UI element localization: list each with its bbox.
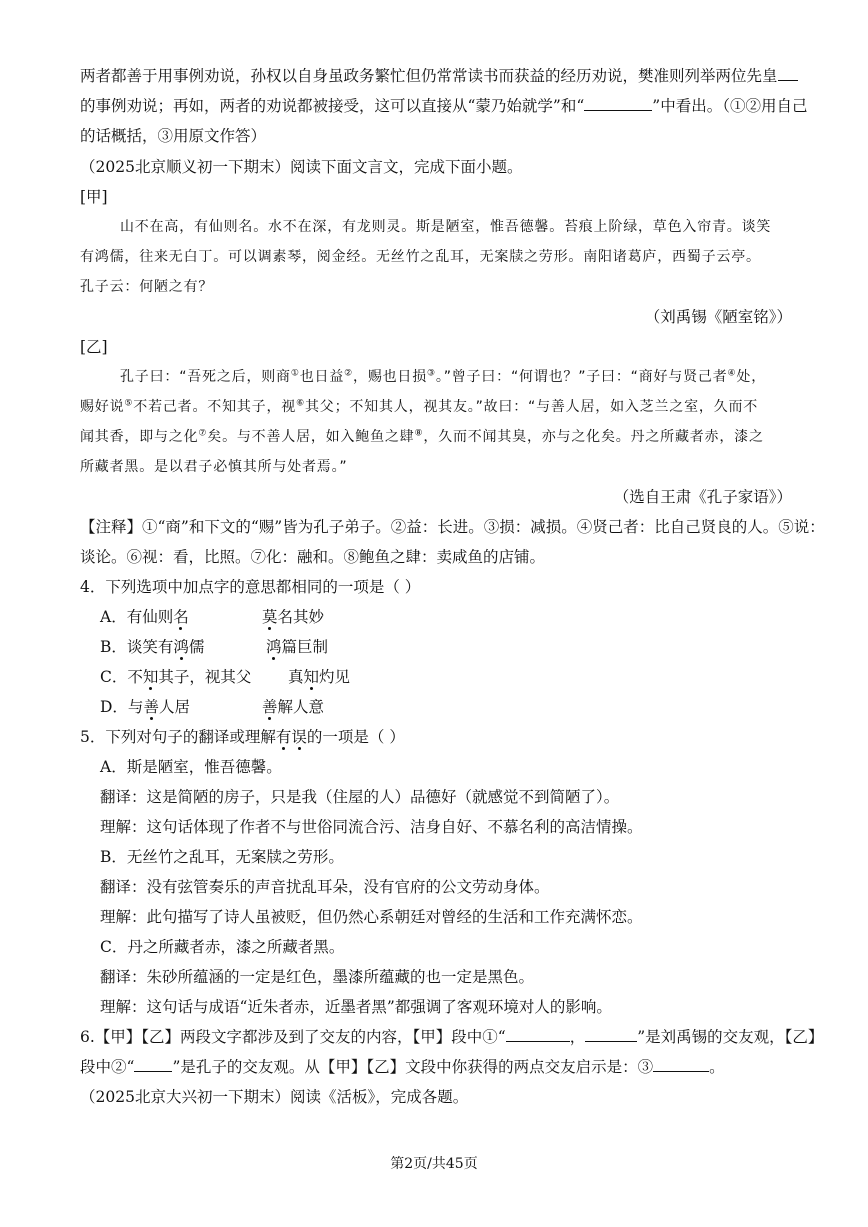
section-label: [乙]	[80, 338, 108, 356]
note-marker: ③	[427, 368, 436, 379]
source-attribution: （刘禹锡《陋室铭》）	[644, 308, 792, 326]
passage-line: 有鸿儒，往来无白丁。可以调素琴，阅金经。无丝竹之乱耳，无案牍之劳形。南阳诸葛庐，西蜀子云亭。	[80, 249, 761, 265]
question-5-title: 5．下列对句子的翻译或理解有误的一项是（ ）	[80, 728, 405, 746]
answer-blank	[585, 1027, 637, 1042]
answer-blank	[134, 1057, 172, 1072]
passage-line: 所藏者黑。是以君子必慎其所与处者焉。”	[80, 459, 348, 475]
answer-blank	[506, 1027, 570, 1042]
note-marker: ⑧	[414, 428, 424, 439]
text-line: 两者都善于用事例劝说，孙权以自身虽政务繁忙但仍常常读书而获益的经历劝说，樊准则列举两位先皇	[80, 66, 792, 86]
translation-line: 翻译：这是简陋的房子，只是我（住屋的人）品德好（就感觉不到简陋了）。	[100, 788, 620, 806]
interpretation-line: 理解：这句话与成语“近朱者赤，近墨者黑”都强调了客观环境对人的影响。	[100, 998, 612, 1016]
note-marker: ⑦	[198, 428, 208, 439]
answer-blank	[584, 96, 652, 111]
annotation-line: 谈论。⑥视：看，比照。⑦化：融和。⑧鲍鱼之肆：卖咸鱼的店铺。	[80, 548, 546, 566]
translation-line: 翻译：没有弦管奏乐的声音扰乱耳朵，没有官府的公文劳动身体。	[100, 878, 550, 896]
passage-line: 赐好说⑤不若己者。不知其子，视⑥其父；不知其人，视其友。”故曰：“与善人居，如入芝兰之室，久而不	[80, 398, 759, 415]
translation-line: 翻译：朱砂所蕴涵的一定是红色，墨漆所蕴藏的也一定是黑色。	[100, 968, 535, 986]
annotation-line: 【注释】①“商”和下文的“赐”皆为孔子弟子。②益：长进。③损：减损。④贤己者：比自己贤良的人。⑤说：	[80, 518, 825, 536]
answer-blank	[778, 66, 798, 81]
text-line: 段中②“ ”是孔子的交友观。从【甲】【乙】文段中你获得的两点交友启示是：③ 。	[80, 1058, 725, 1076]
section-label: [甲]	[80, 188, 108, 206]
note-marker: ④	[727, 368, 737, 379]
question-6-title: 6.【甲】【乙】两段文字都涉及到了交友的内容，【甲】段中①“ ， ”是刘禹锡的交友观，【乙】	[80, 1028, 824, 1046]
passage-line: 孔子曰：“吾死之后，则商①也日益②，赐也日损③。”曾子曰：“何谓也？”子曰：“商好与贤己者④处，	[120, 368, 766, 385]
passage-line: 闻其香，即与之化⑦矣。与不善人居，如入鲍鱼之肆⑧，久而不闻其臭，亦与之化矣。丹之所藏者赤，漆之	[80, 428, 764, 445]
question-4-title: 4．下列选项中加点字的意思都相同的一项是（ ）	[80, 578, 421, 596]
option-c: C．丹之所藏者赤，漆之所藏者黑。	[100, 938, 345, 956]
option-d: D．与善人居 善解人意	[100, 698, 325, 716]
note-marker: ⑥	[296, 398, 305, 409]
interpretation-line: 理解：这句话体现了作者不与世俗同流合污、洁身自好、不慕名利的高洁情操。	[100, 818, 643, 836]
text-line: （2025北京大兴初一下期末）阅读《活板》，完成各题。	[80, 1088, 469, 1106]
note-marker: ①	[290, 368, 300, 379]
option-c: C．不知其子，视其父 真知灼见	[100, 668, 351, 686]
text-line: 的话概括，③用原文作答）	[80, 127, 267, 145]
text-line: （2025北京顺义初一下期末）阅读下面文言文，完成下面小题。	[80, 158, 523, 176]
source-attribution: （选自王肃《孔子家语》）	[613, 488, 792, 506]
passage-line: 山不在高，有仙则名。水不在深，有龙则灵。斯是陋室，惟吾德馨。苔痕上阶绿，草色入帘青。谈笑	[120, 219, 772, 235]
option-b: B．谈笑有鸿儒 鸿篇巨制	[100, 638, 329, 656]
answer-blank	[653, 1057, 709, 1072]
option-b: B．无丝竹之乱耳，无案牍之劳形。	[100, 848, 344, 866]
page-number: 第2页/共45页	[390, 1156, 478, 1172]
passage-line: 孔子云：何陋之有？	[80, 279, 214, 295]
note-marker: ②	[344, 368, 354, 379]
option-a: A．斯是陋室，惟吾德馨。	[100, 758, 282, 776]
interpretation-line: 理解：此句描写了诗人虽被贬，但仍然心系朝廷对曾经的生活和工作充满怀恋。	[100, 908, 643, 926]
note-marker: ⑤	[124, 398, 134, 409]
option-a: A．有仙则名 莫名其妙	[100, 608, 325, 626]
text-line: 的事例劝说；再如，两者的劝说都被接受，这可以直接从“蒙乃始就学”和“ ”中看出。（①②用自己	[80, 97, 808, 115]
